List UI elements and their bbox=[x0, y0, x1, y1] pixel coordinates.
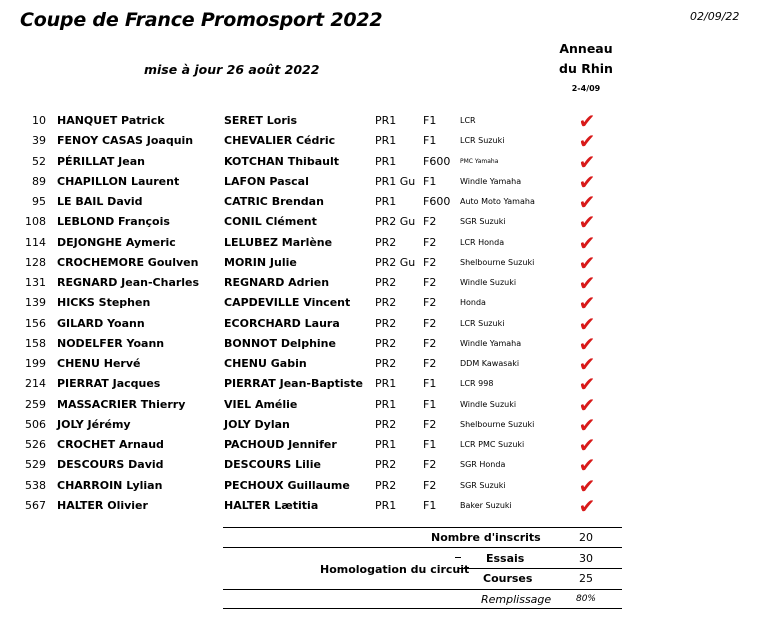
entry-row bbox=[0, 493, 763, 518]
entry-number: 139 bbox=[25, 296, 46, 310]
check-icon: ✔ bbox=[578, 250, 596, 275]
entry-number: 156 bbox=[25, 316, 46, 330]
rider-1-name: FENOY CASAS Joaquin bbox=[57, 134, 194, 148]
summary-rule-bottom bbox=[223, 608, 622, 609]
category: PR1 bbox=[375, 377, 397, 391]
rider-2-name: MORIN Julie bbox=[224, 255, 297, 269]
team-name: LCR bbox=[460, 116, 476, 125]
entry-row bbox=[0, 210, 763, 235]
category: PR1 Gu bbox=[375, 174, 416, 188]
inscrits-value: 20 bbox=[579, 531, 593, 544]
summary-rule-top bbox=[223, 527, 622, 528]
category: PR2 bbox=[375, 336, 397, 350]
rider-2-name: CATRIC Brendan bbox=[224, 195, 324, 208]
event-name-line1: Anneau bbox=[559, 41, 613, 56]
check-icon: ✔ bbox=[578, 372, 596, 397]
class: F2 bbox=[423, 336, 437, 350]
summary-rule-4 bbox=[223, 589, 622, 590]
rider-1-name: LEBLOND François bbox=[57, 215, 170, 229]
team-name: SGR Suzuki bbox=[460, 217, 506, 227]
rider-1-name: HICKS Stephen bbox=[57, 296, 151, 310]
entry-number: 259 bbox=[25, 397, 46, 411]
update-note: mise à jour 26 août 2022 bbox=[144, 62, 320, 77]
check-icon: ✔ bbox=[578, 190, 596, 214]
class: F2 bbox=[423, 316, 437, 330]
category: PR2 Gu bbox=[375, 255, 416, 269]
class: F1 bbox=[423, 498, 437, 512]
remplissage-value: 80% bbox=[575, 594, 596, 604]
entry-row bbox=[0, 250, 763, 275]
class: F1 bbox=[423, 174, 437, 188]
category: PR2 bbox=[375, 417, 397, 431]
category: PR2 bbox=[375, 316, 397, 330]
category: PR2 bbox=[375, 478, 397, 492]
inscrits-label: Nombre d'inscrits bbox=[431, 531, 541, 544]
category: PR1 bbox=[375, 195, 397, 208]
team-name: Honda bbox=[460, 298, 486, 308]
rider-2-name: PACHOUD Jennifer bbox=[224, 438, 337, 451]
category: PR1 bbox=[375, 134, 397, 148]
rider-1-name: LE BAIL David bbox=[57, 195, 143, 208]
event-dates: 2-4/09 bbox=[571, 84, 601, 93]
document-date: 02/09/22 bbox=[690, 10, 740, 23]
check-icon: ✔ bbox=[578, 129, 596, 154]
class: F2 bbox=[423, 458, 437, 472]
team-name: Shelbourne Suzuki bbox=[460, 257, 535, 267]
homologation-tick bbox=[455, 557, 461, 558]
entry-row bbox=[0, 412, 763, 437]
rider-1-name: DEJONGHE Aymeric bbox=[57, 235, 176, 249]
entry-number: 128 bbox=[25, 255, 46, 269]
category: PR2 bbox=[375, 458, 397, 472]
rider-2-name: LAFON Pascal bbox=[224, 174, 309, 188]
entry-number: 89 bbox=[32, 174, 46, 188]
team-name: LCR Honda bbox=[460, 237, 505, 247]
team-name: Windle Yamaha bbox=[460, 338, 522, 348]
class: F2 bbox=[423, 215, 437, 229]
essais-label: Essais bbox=[486, 552, 525, 565]
rider-2-name: LELUBEZ Marlène bbox=[224, 235, 333, 249]
entry-number: 199 bbox=[25, 357, 46, 370]
essais-value: 30 bbox=[579, 552, 593, 565]
category: PR2 bbox=[375, 276, 397, 289]
category: PR2 Gu bbox=[375, 215, 416, 229]
courses-label: Courses bbox=[483, 572, 533, 585]
category: PR1 bbox=[375, 114, 397, 127]
rider-2-name: BONNOT Delphine bbox=[224, 336, 336, 350]
check-icon: ✔ bbox=[578, 331, 596, 356]
class: F600 bbox=[423, 154, 451, 168]
team-name: LCR PMC Suzuki bbox=[460, 440, 525, 449]
remplissage-label: Remplissage bbox=[481, 593, 552, 606]
rider-2-name: CHEVALIER Cédric bbox=[224, 134, 336, 148]
check-icon: ✔ bbox=[578, 311, 596, 336]
rider-1-name: CROCHET Arnaud bbox=[57, 438, 164, 451]
rider-2-name: JOLY Dylan bbox=[224, 417, 290, 431]
rider-2-name: KOTCHAN Thibault bbox=[224, 154, 339, 168]
team-name: PMC Yamaha bbox=[460, 157, 499, 165]
rider-2-name: CHENU Gabin bbox=[224, 357, 307, 370]
entry-row bbox=[0, 169, 763, 194]
entry-row bbox=[0, 354, 763, 374]
team-name: SGR Suzuki bbox=[460, 480, 506, 490]
team-name: LCR 998 bbox=[460, 379, 494, 389]
entry-number: 52 bbox=[32, 154, 46, 168]
rider-2-name: PIERRAT Jean-Baptiste bbox=[224, 377, 363, 391]
category: PR1 bbox=[375, 498, 397, 512]
entry-row bbox=[0, 372, 763, 397]
check-icon: ✔ bbox=[578, 149, 596, 174]
entry-row bbox=[0, 453, 763, 478]
class: F2 bbox=[423, 357, 437, 370]
entry-row bbox=[0, 311, 763, 336]
class: F1 bbox=[423, 438, 437, 451]
check-icon: ✔ bbox=[578, 230, 596, 255]
check-icon: ✔ bbox=[578, 412, 596, 437]
check-icon: ✔ bbox=[578, 210, 596, 235]
entry-number: 39 bbox=[32, 134, 46, 148]
rider-2-name: DESCOURS Lilie bbox=[224, 458, 321, 472]
team-name: DDM Kawasaki bbox=[460, 359, 520, 368]
rider-2-name: CAPDEVILLE Vincent bbox=[224, 296, 351, 310]
class: F2 bbox=[423, 296, 437, 310]
rider-1-name: MASSACRIER Thierry bbox=[57, 397, 186, 411]
entry-row bbox=[0, 331, 763, 356]
entry-number: 567 bbox=[25, 498, 46, 512]
rider-1-name: NODELFER Yoann bbox=[57, 336, 165, 350]
rider-1-name: REGNARD Jean-Charles bbox=[57, 276, 200, 289]
entry-row bbox=[0, 291, 763, 316]
rider-2-name: CONIL Clément bbox=[224, 215, 317, 229]
rider-1-name: DESCOURS David bbox=[57, 458, 164, 472]
homologation-label: Homologation du circuit bbox=[320, 563, 470, 576]
check-icon: ✔ bbox=[578, 109, 596, 133]
rider-2-name: PECHOUX Guillaume bbox=[224, 478, 350, 492]
team-name: Windle Yamaha bbox=[460, 176, 522, 186]
page-title: Coupe de France Promosport 2022 bbox=[20, 9, 383, 31]
rider-1-name: JOLY Jérémy bbox=[57, 417, 131, 431]
entry-row bbox=[0, 273, 763, 293]
rider-1-name: CHENU Hervé bbox=[57, 357, 141, 370]
class: F2 bbox=[423, 276, 437, 289]
class: F1 bbox=[423, 134, 437, 148]
rider-1-name: GILARD Yoann bbox=[57, 316, 145, 330]
class: F2 bbox=[423, 417, 437, 431]
rider-1-name: CROCHEMORE Goulven bbox=[57, 255, 199, 269]
rider-2-name: VIEL Amélie bbox=[224, 397, 298, 411]
check-icon: ✔ bbox=[578, 493, 596, 518]
courses-value: 25 bbox=[579, 572, 593, 585]
entry-row bbox=[0, 149, 763, 174]
entry-number: 538 bbox=[25, 478, 46, 492]
entry-row bbox=[0, 230, 763, 255]
entry-number: 108 bbox=[25, 215, 46, 229]
entry-number: 158 bbox=[25, 336, 46, 350]
entry-row bbox=[0, 435, 763, 455]
team-name: Auto Moto Yamaha bbox=[460, 197, 535, 206]
summary-rule-2 bbox=[223, 547, 622, 548]
class: F1 bbox=[423, 114, 437, 127]
team-name: LCR Suzuki bbox=[460, 318, 505, 328]
team-name: Shelbourne Suzuki bbox=[460, 419, 535, 429]
category: PR1 bbox=[375, 438, 397, 451]
check-icon: ✔ bbox=[578, 433, 596, 457]
entry-row bbox=[0, 129, 763, 154]
entry-number: 526 bbox=[25, 438, 46, 451]
event-name-line2: du Rhin bbox=[559, 61, 613, 76]
entry-number: 95 bbox=[32, 195, 46, 208]
rider-2-name: SERET Loris bbox=[224, 114, 298, 127]
class: F1 bbox=[423, 377, 437, 391]
rider-1-name: HALTER Olivier bbox=[57, 498, 148, 512]
category: PR1 bbox=[375, 154, 397, 168]
entry-number: 506 bbox=[25, 417, 46, 431]
rider-1-name: CHAPILLON Laurent bbox=[57, 174, 180, 188]
entry-row bbox=[0, 392, 763, 417]
class: F2 bbox=[423, 235, 437, 249]
entry-number: 529 bbox=[25, 458, 46, 472]
rider-2-name: HALTER Lætitia bbox=[224, 498, 319, 512]
category: PR2 bbox=[375, 235, 397, 249]
team-name: Baker Suzuki bbox=[460, 500, 512, 510]
category: PR2 bbox=[375, 296, 397, 310]
team-name: Windle Suzuki bbox=[460, 399, 517, 409]
check-icon: ✔ bbox=[578, 392, 596, 417]
team-name: LCR Suzuki bbox=[460, 136, 505, 146]
class: F2 bbox=[423, 255, 437, 269]
entry-number: 214 bbox=[25, 377, 46, 391]
entry-row bbox=[0, 192, 763, 212]
entry-number: 114 bbox=[25, 235, 46, 249]
class: F2 bbox=[423, 478, 437, 492]
rider-2-name: ECORCHARD Laura bbox=[224, 316, 340, 330]
check-icon: ✔ bbox=[578, 473, 596, 498]
class: F600 bbox=[423, 195, 451, 208]
summary-rule-3 bbox=[459, 568, 622, 569]
rider-1-name: PIERRAT Jacques bbox=[57, 377, 161, 391]
category: PR2 bbox=[375, 357, 397, 370]
team-name: Windle Suzuki bbox=[460, 278, 517, 287]
entry-number: 131 bbox=[25, 276, 46, 289]
entry-row bbox=[0, 473, 763, 498]
class: F1 bbox=[423, 397, 437, 411]
entry-row bbox=[0, 111, 763, 131]
rider-1-name: CHARROIN Lylian bbox=[57, 478, 163, 492]
rider-2-name: REGNARD Adrien bbox=[224, 276, 330, 289]
entry-number: 10 bbox=[32, 114, 46, 127]
rider-1-name: PÉRILLAT Jean bbox=[57, 154, 145, 168]
check-icon: ✔ bbox=[578, 352, 596, 376]
category: PR1 bbox=[375, 397, 397, 411]
check-icon: ✔ bbox=[578, 453, 596, 478]
team-name: SGR Honda bbox=[460, 460, 506, 470]
check-icon: ✔ bbox=[578, 291, 596, 316]
check-icon: ✔ bbox=[578, 271, 596, 295]
check-icon: ✔ bbox=[578, 169, 596, 194]
rider-1-name: HANQUET Patrick bbox=[57, 114, 165, 127]
